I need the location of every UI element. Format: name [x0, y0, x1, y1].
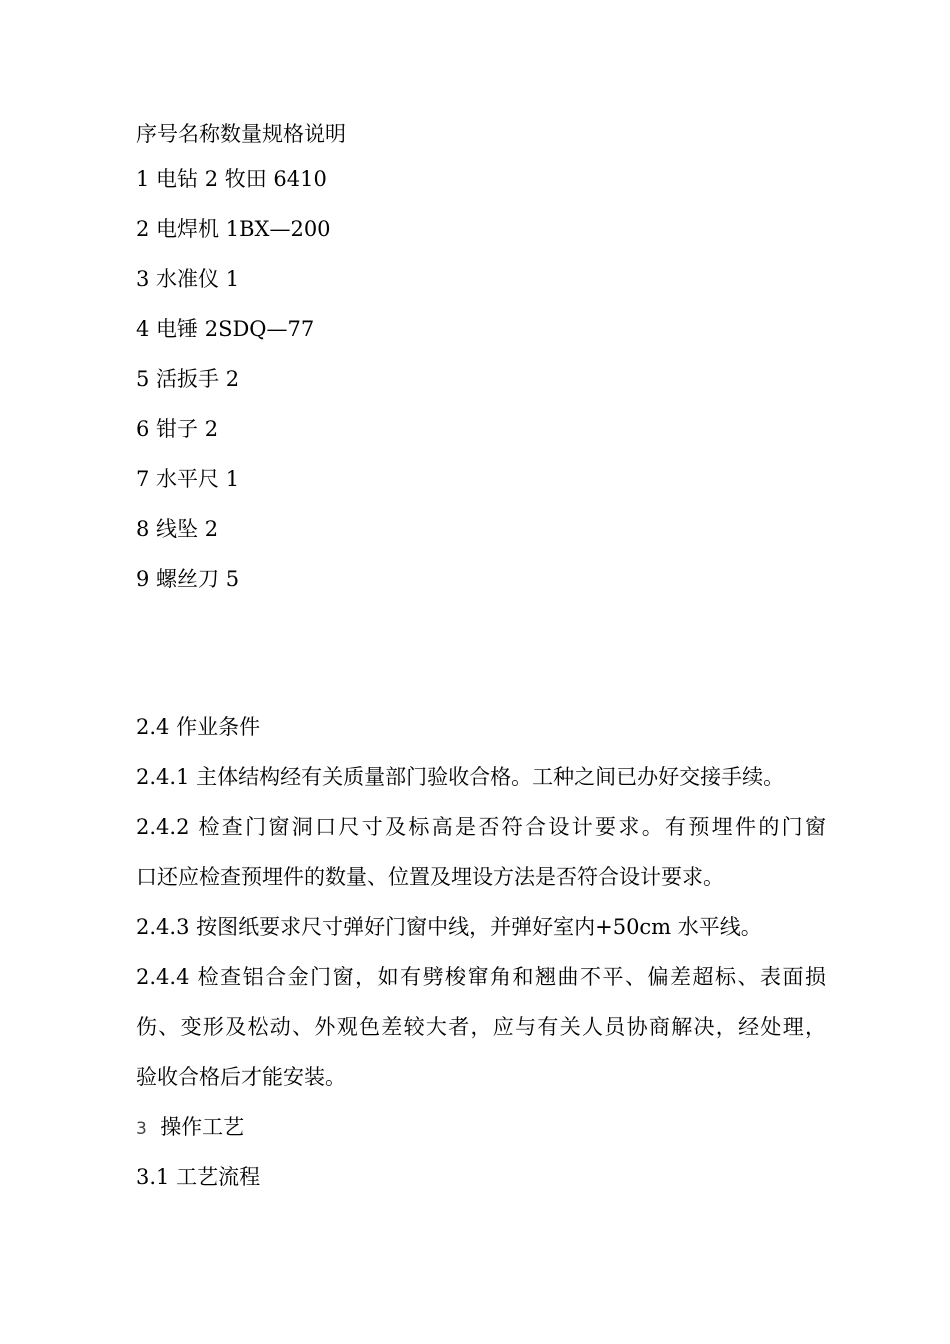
table-row-3: 3 水准仪 1: [136, 267, 240, 291]
section-number: 3: [136, 1119, 147, 1139]
paragraph-2-4-1: 2.4.1 主体结构经有关质量部门验收合格。工种之间已办好交接手续。: [136, 765, 785, 789]
paragraph-2-4-2-line-2: 口还应检查预埋件的数量、位置及埋设方法是否符合设计要求。: [136, 865, 724, 889]
table-row-4: 4 电锤 2SDQ—77: [136, 317, 315, 341]
table-header: 序号名称数量规格说明: [136, 122, 346, 146]
table-row-1: 1 电钻 2 牧田 6410: [136, 167, 327, 191]
table-row-2: 2 电焊机 1BX—200: [136, 217, 331, 241]
table-row-6: 6 钳子 2: [136, 417, 219, 441]
paragraph-2-4-4-line-2: 伤、变形及松动、外观色差较大者，应与有关人员协商解决，经处理，: [136, 1015, 826, 1039]
section-title: 操作工艺: [160, 1115, 245, 1139]
table-row-9: 9 螺丝刀 5: [136, 567, 240, 591]
table-row-7: 7 水平尺 1: [136, 467, 240, 491]
section-heading-3: [136, 1114, 244, 1142]
table-row-8: 8 线坠 2: [136, 517, 219, 541]
table-row-5: 5 活扳手 2: [136, 367, 240, 391]
paragraph-2-4-3: 2.4.3 按图纸要求尺寸弹好门窗中线，并弹好室内+50cm 水平线。: [136, 915, 762, 939]
section-heading-2-4: 2.4 作业条件: [136, 715, 261, 739]
paragraph-2-4-4-line-3: 验收合格后才能安装。: [136, 1065, 346, 1089]
paragraph-2-4-2-line-1: 2.4.2 检查门窗洞口尺寸及标高是否符合设计要求。有预埋件的门窗: [136, 815, 826, 839]
sub-heading-3-1: 3.1 工艺流程: [136, 1165, 261, 1189]
paragraph-2-4-4-line-1: 2.4.4 检查铝合金门窗，如有劈梭窜角和翘曲不平、偏差超标、表面损: [136, 965, 826, 989]
